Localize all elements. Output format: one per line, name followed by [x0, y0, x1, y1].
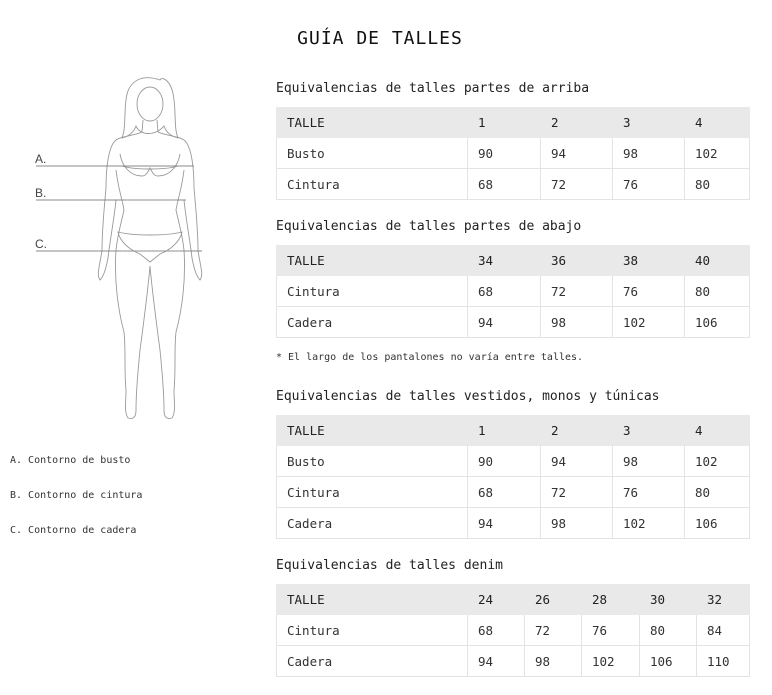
table-cell: 68 — [468, 169, 541, 200]
table-cell: 76 — [613, 169, 685, 200]
table-cell: 106 — [685, 508, 750, 539]
table-header-row — [277, 584, 750, 615]
table-row — [277, 646, 750, 677]
marker-a: A. — [35, 152, 47, 166]
table-cell: 80 — [640, 615, 697, 646]
header-cell: 2 — [541, 107, 613, 138]
table-cell: 80 — [685, 169, 750, 200]
size-table-tops — [276, 107, 750, 200]
size-table-dresses — [276, 415, 750, 539]
header-cell: TALLE — [277, 107, 468, 138]
table-cell: 90 — [468, 446, 541, 477]
table-cell: 106 — [685, 307, 750, 338]
pants-length-note: * El largo de los pantalones no varía entre talles. — [276, 352, 584, 363]
body-figure-illustration — [30, 70, 230, 430]
table-cell: 102 — [613, 307, 685, 338]
header-cell: TALLE — [277, 415, 468, 446]
legend-waist: B. Contorno de cintura — [10, 490, 143, 501]
table-cell: 98 — [613, 446, 685, 477]
header-cell: 3 — [613, 415, 685, 446]
header-cell: 38 — [613, 245, 685, 276]
header-cell: 3 — [613, 107, 685, 138]
table-cell: 102 — [685, 446, 750, 477]
header-cell: 1 — [468, 107, 541, 138]
row-label: Cintura — [277, 477, 468, 508]
table-cell: 106 — [640, 646, 697, 677]
table-cell: 94 — [468, 307, 541, 338]
header-cell: 1 — [468, 415, 541, 446]
table-cell: 72 — [525, 615, 582, 646]
legend-hip: C. Contorno de cadera — [10, 525, 137, 536]
table-cell: 76 — [613, 276, 685, 307]
row-label: Cintura — [277, 276, 468, 307]
table-cell: 102 — [613, 508, 685, 539]
row-label: Cintura — [277, 615, 468, 646]
table-cell: 72 — [541, 169, 613, 200]
table-cell: 94 — [541, 138, 613, 169]
table-cell: 80 — [685, 276, 750, 307]
row-label: Busto — [277, 446, 468, 477]
row-label: Cintura — [277, 169, 468, 200]
section-title-tops: Equivalencias de talles partes de arriba — [276, 81, 590, 96]
table-cell: 110 — [697, 646, 750, 677]
table-row — [277, 477, 750, 508]
table-row — [277, 446, 750, 477]
table-header-row — [277, 415, 750, 446]
marker-c: C. — [35, 237, 47, 251]
header-cell: 40 — [685, 245, 750, 276]
table-cell: 76 — [582, 615, 640, 646]
header-cell: TALLE — [277, 584, 468, 615]
header-cell: 28 — [582, 584, 640, 615]
table-cell: 98 — [613, 138, 685, 169]
section-title-bottoms: Equivalencias de talles partes de abajo — [276, 219, 582, 234]
table-row — [277, 508, 750, 539]
table-cell: 68 — [468, 615, 525, 646]
table-row — [277, 276, 750, 307]
table-row — [277, 138, 750, 169]
row-label: Cadera — [277, 307, 468, 338]
size-tables — [276, 80, 750, 695]
table-cell: 94 — [468, 646, 525, 677]
header-cell: 36 — [541, 245, 613, 276]
header-cell: 4 — [685, 107, 750, 138]
section-title-denim: Equivalencias de talles denim — [276, 558, 503, 573]
table-cell: 102 — [685, 138, 750, 169]
header-cell: 2 — [541, 415, 613, 446]
header-cell: TALLE — [277, 245, 468, 276]
table-row — [277, 615, 750, 646]
table-cell: 72 — [541, 276, 613, 307]
table-cell: 94 — [541, 446, 613, 477]
table-cell: 72 — [541, 477, 613, 508]
table-cell: 98 — [525, 646, 582, 677]
row-label: Cadera — [277, 508, 468, 539]
table-cell: 102 — [582, 646, 640, 677]
header-cell: 32 — [697, 584, 750, 615]
table-row — [277, 169, 750, 200]
page-title: GUÍA DE TALLES — [297, 28, 463, 49]
table-cell: 68 — [468, 276, 541, 307]
header-cell: 30 — [640, 584, 697, 615]
row-label: Busto — [277, 138, 468, 169]
header-cell: 4 — [685, 415, 750, 446]
section-title-dresses: Equivalencias de talles vestidos, monos y túnicas — [276, 389, 660, 404]
table-cell: 76 — [613, 477, 685, 508]
header-cell: 24 — [468, 584, 525, 615]
table-cell: 84 — [697, 615, 750, 646]
table-cell: 98 — [541, 508, 613, 539]
table-cell: 90 — [468, 138, 541, 169]
size-table-denim — [276, 584, 750, 677]
table-cell: 68 — [468, 477, 541, 508]
table-cell: 98 — [541, 307, 613, 338]
table-cell: 80 — [685, 477, 750, 508]
legend-bust: A. Contorno de busto — [10, 455, 131, 466]
table-header-row — [277, 107, 750, 138]
table-cell: 94 — [468, 508, 541, 539]
size-table-bottoms — [276, 245, 750, 338]
row-label: Cadera — [277, 646, 468, 677]
table-header-row — [277, 245, 750, 276]
marker-b: B. — [35, 186, 47, 200]
table-row — [277, 307, 750, 338]
header-cell: 26 — [525, 584, 582, 615]
header-cell: 34 — [468, 245, 541, 276]
